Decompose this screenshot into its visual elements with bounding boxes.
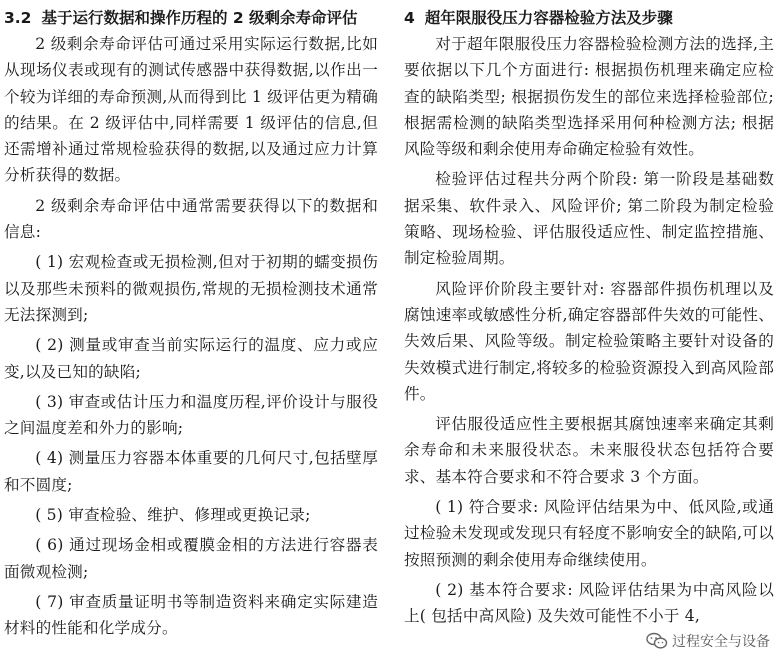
paragraph: 对于超年限服役压力容器检验检测方法的选择,主要依据以下几个方面进行: 根据损伤机理来确定应检查的缺陷类型; 根据损伤发生的部位来选择检验部位; 根据需检测的缺陷类型选择采用何种检测方法; 根据风险等级和剩余使用寿命确定检验有效性。 [404,35,774,159]
section-heading-4 [404,6,774,31]
paragraph: 评估服役适应性主要根据其腐蚀速率来确定其剩余寿命和未来服役状态。未来服役状态包括符合要求、基本符合要求和不符合要求 3 个方面。 [404,415,774,486]
list-item: ( 1) 宏观检查或无损检测,但对于初期的蠕变损伤以及那些未预料的微观损伤,常规的无损检测技术通常无法探测到; [4,253,378,324]
paragraph: 2 级剩余寿命评估可通过采用实际运行数据,比如从现场仪表或现有的测试传感器中获得数据,以作出一个较为详细的寿命预测,从而得到比 1 级评估更为精确的结果。在 2 级评估中,同样需要 1 级评估的信息,但还需增补通过常规检验获得的数据,以及通过应力计算分析获得的数据。 [4,35,378,185]
list-item: ( 2) 测量或审查当前实际运行的温度、应力或应变,以及已知的缺陷; [4,336,378,381]
section-number: 3.2 [4,9,32,27]
list-item: ( 1) 符合要求: 风险评估结果为中、低风险,或通过检验未发现或发现只有轻度不影响安全的缺陷,可以按照预测的剩余使用寿命继续使用。 [404,498,774,569]
section-heading-3-2 [4,6,378,31]
list-item: ( 7) 审查质量证明书等制造资料来确定实际建造材料的性能和化学成分。 [4,592,378,638]
list-item: ( 5) 审查检验、维护、修理或更换记录; [35,506,311,525]
section-title: 超年限服役压力容器检验方法及步骤 [424,9,673,27]
list-item: ( 3) 审查或估计压力和温度历程,评价设计与服役之间温度差和外力的影响; [4,392,378,438]
section-title: 基于运行数据和操作历程的 2 级剩余寿命评估 [41,9,358,27]
left-column [4,6,378,642]
list-item: ( 4) 测量压力容器本体重要的几何尺寸,包括壁厚和不圆度; [4,449,378,494]
list-item: ( 2) 基本符合要求: 风险评估结果为中高风险以上( 包括中高风险) 及失效可能性不小于 4, [404,580,774,626]
paragraph: 检验评估过程共分两个阶段: 第一阶段是基础数据采集、软件录入、风险评价; 第二阶段为制定检验策略、现场检验、评估服役适应性、制定监控措施、制定检验周期。 [404,170,774,268]
paragraph: 风险评价阶段主要针对: 容器部件损伤机理以及腐蚀速率或敏感性分析,确定容器部件失效的可能性、失效后果、风险等级。制定检验策略主要针对设备的失效模式进行制定,将较多的检验资源投入到高风险部件。 [404,279,774,403]
watermark [642,629,774,653]
paragraph: 2 级剩余寿命评估中通常需要获得以下的数据和信息: [4,196,378,242]
wechat-icon [646,632,668,650]
right-column [404,6,774,630]
section-number: 4 [404,9,415,27]
watermark-text: 过程安全与设备 [672,634,770,650]
list-item: ( 6) 通过现场金相或覆膜金相的方法进行容器表面微观检测; [4,536,378,581]
